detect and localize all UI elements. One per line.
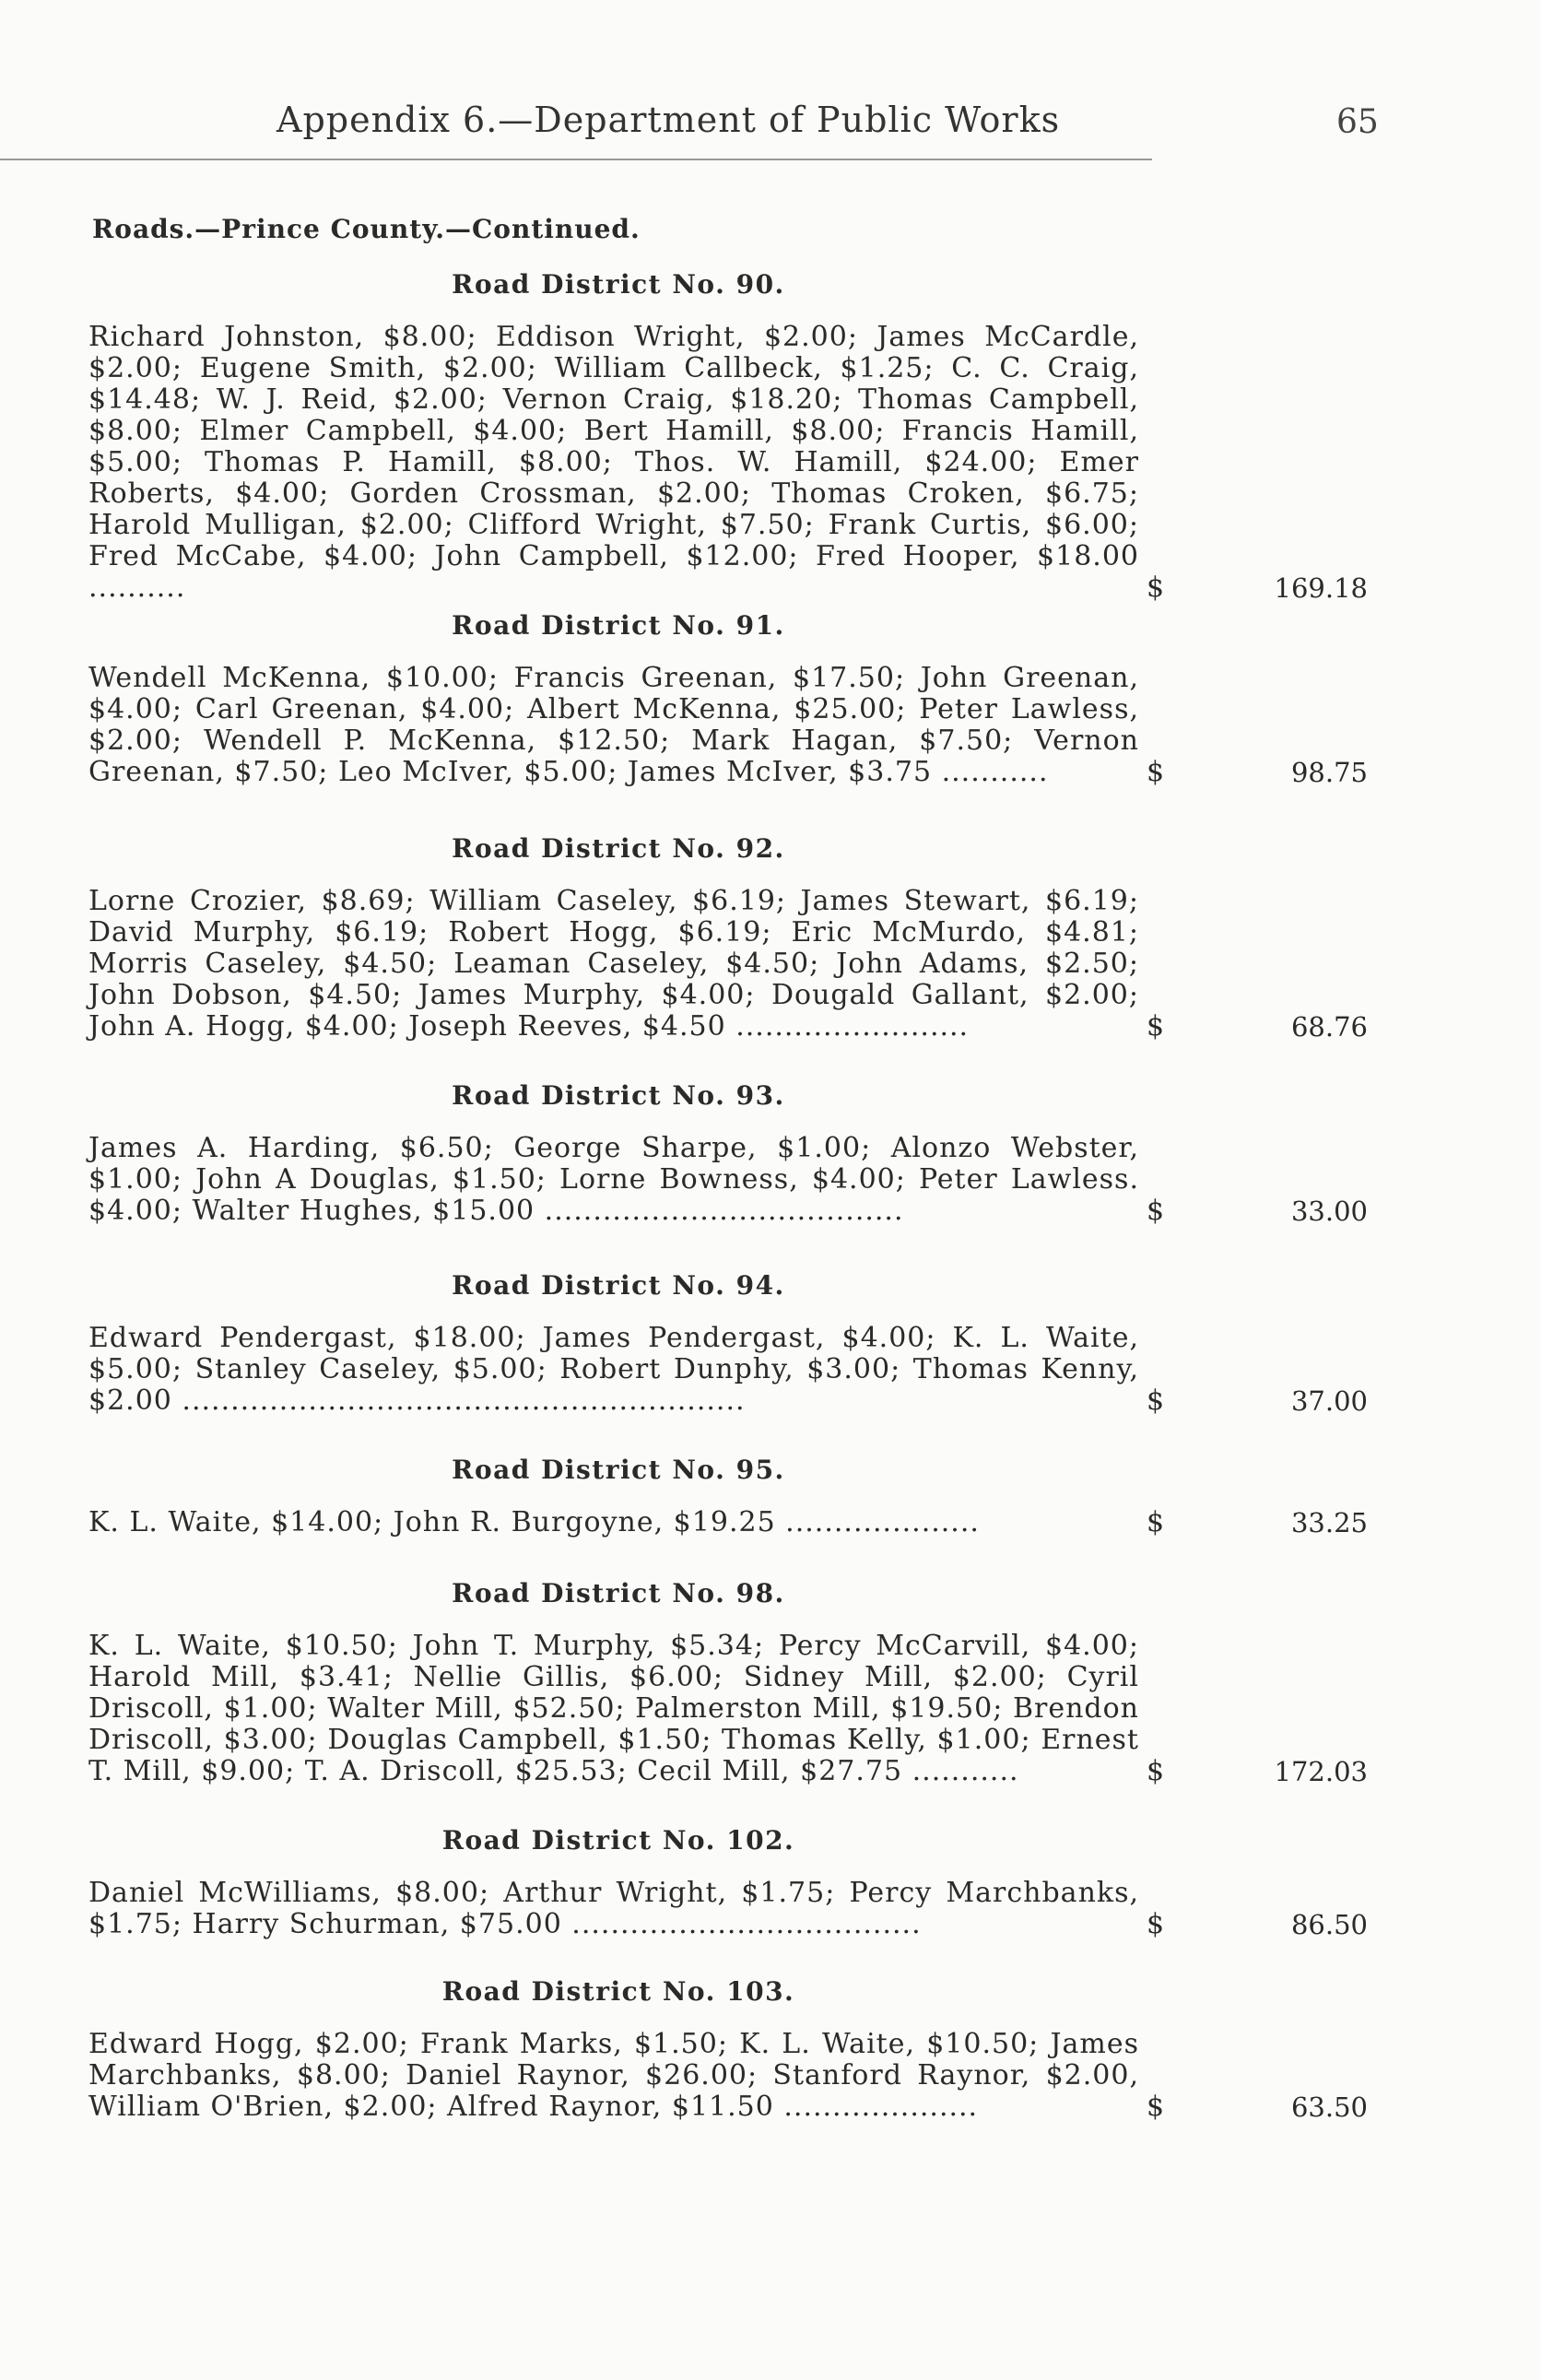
dollar-sign: $	[1147, 1908, 1165, 1940]
district-entry	[88, 1878, 1443, 1940]
district-98	[88, 1578, 1443, 1787]
dollar-sign: $	[1147, 1010, 1165, 1043]
district-103	[88, 1976, 1443, 2123]
district-heading: Road District No. 103.	[441, 1976, 795, 2007]
district-total: 33.25	[1290, 1507, 1368, 1538]
section-title: Roads.—Prince County.—Continued.	[92, 214, 641, 244]
district-entry	[88, 886, 1443, 1043]
dollar-sign: $	[1147, 1195, 1165, 1227]
payee-list: Daniel McWilliams, $8.00; Arthur Wright, $1.75; Percy Marchbanks, $1.75; Harry Schurman, $75.00 ....................................	[88, 1877, 1139, 1940]
district-entry	[88, 663, 1443, 788]
district-heading: Road District No. 95.	[452, 1455, 785, 1485]
district-total: 68.76	[1290, 1011, 1368, 1043]
dollar-sign: $	[1147, 571, 1165, 604]
district-93	[88, 1080, 1443, 1227]
district-entry	[88, 1323, 1443, 1417]
district-total: 98.75	[1290, 757, 1368, 788]
district-total: 37.00	[1290, 1385, 1368, 1417]
page-number: 65	[1336, 103, 1379, 141]
running-header: Appendix 6.—Department of Public Works	[276, 100, 1061, 140]
dollar-sign: $	[1147, 756, 1165, 788]
district-95	[88, 1455, 1443, 1538]
district-entry	[88, 1507, 1443, 1538]
payee-list: Edward Pendergast, $18.00; James Pendergast, $4.00; K. L. Waite, $5.00; Stanley Caseley, $5.00; Robert Dunphy, $3.00; Thomas Kenny, $2.00 ..........................................................	[88, 1322, 1139, 1417]
district-total: 169.18	[1274, 572, 1368, 604]
district-94	[88, 1270, 1443, 1417]
payee-list: James A. Harding, $6.50; George Sharpe, $1.00; Alonzo Webster, $1.00; John A Douglas, $1.50; Lorne Bowness, $4.00; Peter Lawless. $4.00; Walter Hughes, $15.00 .....................................	[88, 1132, 1139, 1227]
payee-list: Wendell McKenna, $10.00; Francis Greenan, $17.50; John Greenan, $4.00; Carl Greenan, $4.00; Albert McKenna, $25.00; Peter Lawless, $2.00; Wendell P. McKenna, $12.50; Mark Hagan, $7.50; Vernon Greenan, $7.50; Leo McIver, $5.00; James McIver, $3.75 ...........	[88, 662, 1139, 788]
district-total: 172.03	[1274, 1756, 1368, 1787]
district-heading: Road District No. 91.	[452, 610, 785, 641]
district-heading: Road District No. 93.	[452, 1080, 785, 1111]
district-92	[88, 833, 1443, 1043]
district-heading: Road District No. 92.	[452, 833, 785, 864]
payee-list: Edward Hogg, $2.00; Frank Marks, $1.50; K. L. Waite, $10.50; James Marchbanks, $8.00; Daniel Raynor, $26.00; Stanford Raynor, $2.00, William O'Brien, $2.00; Alfred Raynor, $11.50 ....................	[88, 2028, 1139, 2123]
district-total: 33.00	[1290, 1196, 1368, 1227]
dollar-sign: $	[1147, 2091, 1165, 2123]
payee-list: Richard Johnston, $8.00; Eddison Wright, $2.00; James McCardle, $2.00; Eugene Smith, $2.00; William Callbeck, $1.25; C. C. Craig, $14.48; W. J. Reid, $2.00; Vernon Craig, $18.20; Thomas Campbell, $8.00; Elmer Campbell, $4.00; Bert Hamill, $8.00; Francis Hamill, $5.00; Thomas P. Hamill, $8.00; Thos. W. Hamill, $24.00; Emer Roberts, $4.00; Gorden Crossman, $2.00; Thomas Croken, $6.75; Harold Mulligan, $2.00; Clifford Wright, $7.50; Frank Curtis, $6.00; Fred McCabe, $4.00; John Campbell, $12.00; Fred Hooper, $18.00 ..........	[88, 321, 1139, 604]
district-total: 63.50	[1290, 2091, 1368, 2123]
district-91	[88, 610, 1443, 788]
header-rule	[0, 159, 1152, 160]
district-entry	[88, 2029, 1443, 2123]
dollar-sign: $	[1147, 1384, 1165, 1417]
dollar-sign: $	[1147, 1755, 1165, 1787]
district-heading: Road District No. 94.	[452, 1270, 785, 1301]
district-total: 86.50	[1290, 1909, 1368, 1940]
payee-list: K. L. Waite, $14.00; John R. Burgoyne, $19.25 ....................	[88, 1506, 980, 1538]
district-entry	[88, 322, 1443, 604]
district-heading: Road District No. 102.	[441, 1825, 795, 1856]
district-entry	[88, 1133, 1443, 1227]
district-102	[88, 1825, 1443, 1940]
dollar-sign: $	[1147, 1506, 1165, 1538]
district-90	[88, 269, 1443, 604]
district-heading: Road District No. 90.	[452, 269, 785, 300]
payee-list: Lorne Crozier, $8.69; William Caseley, $6.19; James Stewart, $6.19; David Murphy, $6.19; Robert Hogg, $6.19; Eric McMurdo, $4.81; Morris Caseley, $4.50; Leaman Caseley, $4.50; John Adams, $2.50; John Dobson, $4.50; James Murphy, $4.00; Dougald Gallant, $2.00; John A. Hogg, $4.00; Joseph Reeves, $4.50 ........................	[88, 885, 1139, 1043]
district-heading: Road District No. 98.	[452, 1578, 785, 1608]
district-entry	[88, 1631, 1443, 1787]
payee-list: K. L. Waite, $10.50; John T. Murphy, $5.34; Percy McCarvill, $4.00; Harold Mill, $3.41; Nellie Gillis, $6.00; Sidney Mill, $2.00; Cyril Driscoll, $1.00; Walter Mill, $52.50; Palmerston Mill, $19.50; Brendon Driscoll, $3.00; Douglas Campbell, $1.50; Thomas Kelly, $1.00; Ernest T. Mill, $9.00; T. A. Driscoll, $25.53; Cecil Mill, $27.75 ...........	[88, 1630, 1139, 1787]
